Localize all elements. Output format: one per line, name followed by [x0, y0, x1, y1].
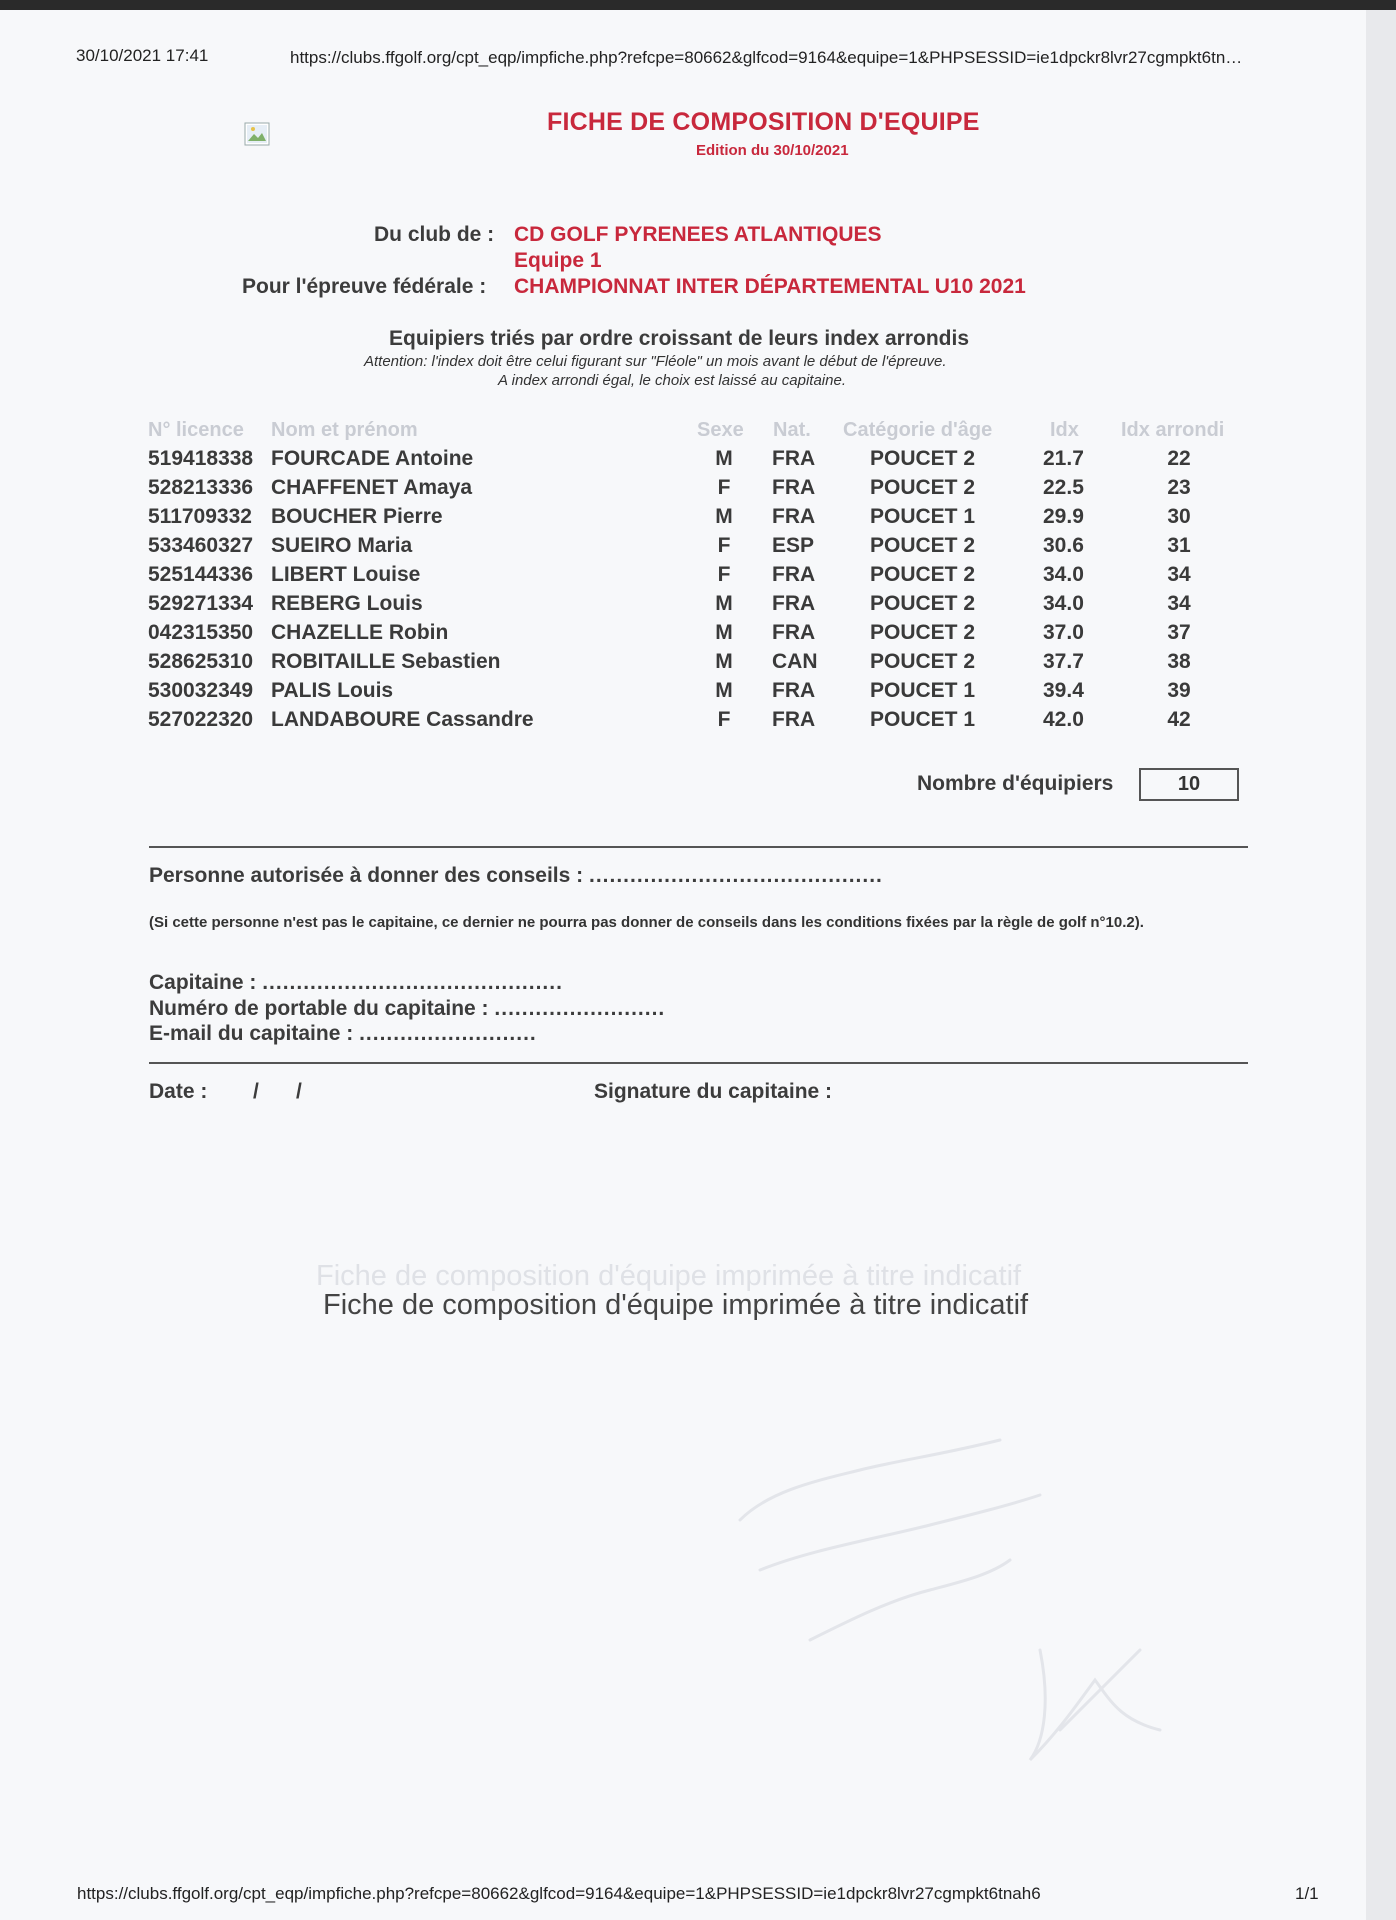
captain-email-dots: ..........................: [359, 1022, 537, 1045]
captain-phone-label: Numéro de portable du capitaine :: [149, 997, 489, 1020]
index-rounded: 37: [1167, 621, 1191, 644]
index: 34.0: [1043, 563, 1084, 586]
licence: 519418338: [148, 447, 254, 470]
player-name: LIBERT Louise: [271, 563, 421, 586]
player-name: FOURCADE Antoine: [271, 447, 474, 470]
age-category: POUCET 1: [870, 679, 976, 702]
print-url: https://clubs.ffgolf.org/cpt_eqp/impfiche.php?refcpe=80662&glfcod=9164&equipe=1&PHPSESSID=ie1dpckr8lvr27cgmpkt6tn…: [290, 48, 1243, 67]
nationality: FRA: [772, 679, 816, 702]
sex: M: [715, 505, 733, 528]
index: 30.6: [1043, 534, 1084, 557]
sex: F: [717, 708, 731, 731]
sex: M: [715, 650, 733, 673]
captain-name-line: [149, 971, 563, 995]
index: 37.7: [1043, 650, 1084, 673]
team-name: Equipe 1: [514, 249, 602, 272]
nationality: FRA: [772, 476, 816, 499]
table-row: [0, 621, 1366, 650]
player-name: BOUCHER Pierre: [271, 505, 443, 528]
nationality: CAN: [772, 650, 818, 673]
divider: [149, 846, 1248, 848]
page-title: FICHE DE COMPOSITION D'EQUIPE: [547, 108, 980, 136]
index: 39.4: [1043, 679, 1084, 702]
index-rounded: 39: [1167, 679, 1191, 702]
age-category: POUCET 1: [870, 708, 976, 731]
advisor-label: Personne autorisée à donner des conseils :: [149, 864, 584, 887]
sex: M: [715, 592, 733, 615]
index-rounded: 38: [1167, 650, 1191, 673]
age-category: POUCET 2: [870, 563, 976, 586]
table-row: [0, 679, 1366, 708]
club-label: Du club de :: [374, 223, 495, 246]
index-rounded: 31: [1167, 534, 1191, 557]
licence: 533460327: [148, 534, 254, 557]
age-category: POUCET 1: [870, 505, 976, 528]
player-name: ROBITAILLE Sebastien: [271, 650, 501, 673]
sex: M: [715, 679, 733, 702]
print-footer-url: https://clubs.ffgolf.org/cpt_eqp/impfiche.php?refcpe=80662&glfcod=9164&equipe=1&PHPSESSID=ie1dpckr8lvr27cgmpkt6tnah6: [77, 1884, 1041, 1903]
age-category: POUCET 2: [870, 592, 976, 615]
table-row: [0, 708, 1366, 737]
nationality: FRA: [772, 592, 816, 615]
sex: F: [717, 476, 731, 499]
table-row: [0, 447, 1366, 476]
player-name: CHAZELLE Robin: [271, 621, 449, 644]
index: 34.0: [1043, 592, 1084, 615]
age-category: POUCET 2: [870, 476, 976, 499]
tie-note: A index arrondi égal, le choix est laissé au capitaine.: [498, 372, 846, 389]
index-rounded: 30: [1167, 505, 1191, 528]
team-count-label: Nombre d'équipiers: [917, 772, 1114, 795]
indicative-note: Fiche de composition d'équipe imprimée à titre indicatif: [323, 1289, 1029, 1321]
col-sex: Sexe: [697, 419, 744, 441]
date-slash: /: [296, 1080, 302, 1103]
show-through-text: Fiche de composition d'équipe imprimée à titre indicatif: [316, 1260, 1022, 1292]
captain-phone-dots: .........................: [494, 997, 666, 1020]
captain-name-dots: ............................................: [262, 971, 563, 994]
table-row: [0, 592, 1366, 621]
nationality: ESP: [772, 534, 815, 557]
col-name: Nom et prénom: [271, 419, 418, 441]
advisor-line: [149, 864, 883, 888]
sex: M: [715, 621, 733, 644]
nationality: FRA: [772, 708, 816, 731]
licence: 528625310: [148, 650, 254, 673]
index: 42.0: [1043, 708, 1084, 731]
index-note: Attention: l'index doit être celui figurant sur "Fléole" un mois avant le début de l'épreuve.: [364, 353, 947, 370]
col-category: Catégorie d'âge: [843, 419, 993, 441]
sex: M: [715, 447, 733, 470]
sex: F: [717, 534, 731, 557]
table-row: [0, 563, 1366, 592]
nationality: FRA: [772, 563, 816, 586]
age-category: POUCET 2: [870, 650, 976, 673]
captain-email-label: E-mail du capitaine :: [149, 1022, 354, 1045]
licence: 525144336: [148, 563, 254, 586]
licence: 528213336: [148, 476, 254, 499]
licence: 529271334: [148, 592, 254, 615]
age-category: POUCET 2: [870, 534, 976, 557]
player-name: SUEIRO Maria: [271, 534, 413, 557]
table-row: [0, 650, 1366, 679]
nationality: FRA: [772, 621, 816, 644]
age-category: POUCET 2: [870, 621, 976, 644]
date-slash: /: [253, 1080, 259, 1103]
scan-top-edge: [0, 0, 1396, 10]
sort-title: Equipiers triés par ordre croissant de leurs index arrondis: [389, 327, 970, 350]
edition-date: Edition du 30/10/2021: [696, 142, 849, 159]
index-rounded: 22: [1167, 447, 1191, 470]
captain-email-line: [149, 1022, 537, 1046]
index-rounded: 42: [1167, 708, 1191, 731]
nationality: FRA: [772, 505, 816, 528]
page-number: 1/1: [1295, 1884, 1319, 1903]
advisor-note: (Si cette personne n'est pas le capitaine, ce dernier ne pourra pas donner de conseils dans les conditions fixées par la règle de golf n°10.2).: [149, 914, 1144, 931]
captain-phone-line: [149, 997, 665, 1021]
signature-label: Signature du capitaine :: [594, 1080, 833, 1103]
index-rounded: 34: [1167, 563, 1191, 586]
index-rounded: 23: [1167, 476, 1191, 499]
player-name: REBERG Louis: [271, 592, 423, 615]
advisor-dots: ...........................................: [588, 864, 883, 887]
player-name: CHAFFENET Amaya: [271, 476, 473, 499]
index: 22.5: [1043, 476, 1084, 499]
captain-name-label: Capitaine :: [149, 971, 257, 994]
club-name: CD GOLF PYRENEES ATLANTIQUES: [514, 223, 882, 246]
player-name: LANDABOURE Cassandre: [271, 708, 534, 731]
index: 37.0: [1043, 621, 1084, 644]
licence: 511709332: [148, 505, 252, 528]
col-idx-rounded: Idx arrondi: [1121, 419, 1225, 441]
sex: F: [717, 563, 731, 586]
team-count-value: 10: [1139, 768, 1239, 801]
table-row: [0, 476, 1366, 505]
index: 29.9: [1043, 505, 1084, 528]
scan-right-margin: [1366, 10, 1396, 1920]
index-rounded: 34: [1167, 592, 1191, 615]
event-name: CHAMPIONNAT INTER DÉPARTEMENTAL U10 2021: [514, 275, 1026, 298]
broken-image-icon: [244, 122, 270, 146]
col-licence: N° licence: [148, 419, 244, 441]
divider: [149, 1062, 1248, 1064]
col-idx: Idx: [1050, 419, 1079, 441]
event-label: Pour l'épreuve fédérale :: [242, 275, 487, 298]
col-nat: Nat.: [773, 419, 811, 441]
index: 21.7: [1043, 447, 1084, 470]
table-row: [0, 534, 1366, 563]
print-date: 30/10/2021 17:41: [76, 46, 209, 65]
table-row: [0, 505, 1366, 534]
nationality: FRA: [772, 447, 816, 470]
age-category: POUCET 2: [870, 447, 976, 470]
faint-handwritten-signature: [700, 1400, 1220, 1800]
licence: 527022320: [148, 708, 254, 731]
licence: 042315350: [148, 621, 254, 644]
licence: 530032349: [148, 679, 254, 702]
date-label: Date :: [149, 1080, 208, 1103]
player-name: PALIS Louis: [271, 679, 394, 702]
